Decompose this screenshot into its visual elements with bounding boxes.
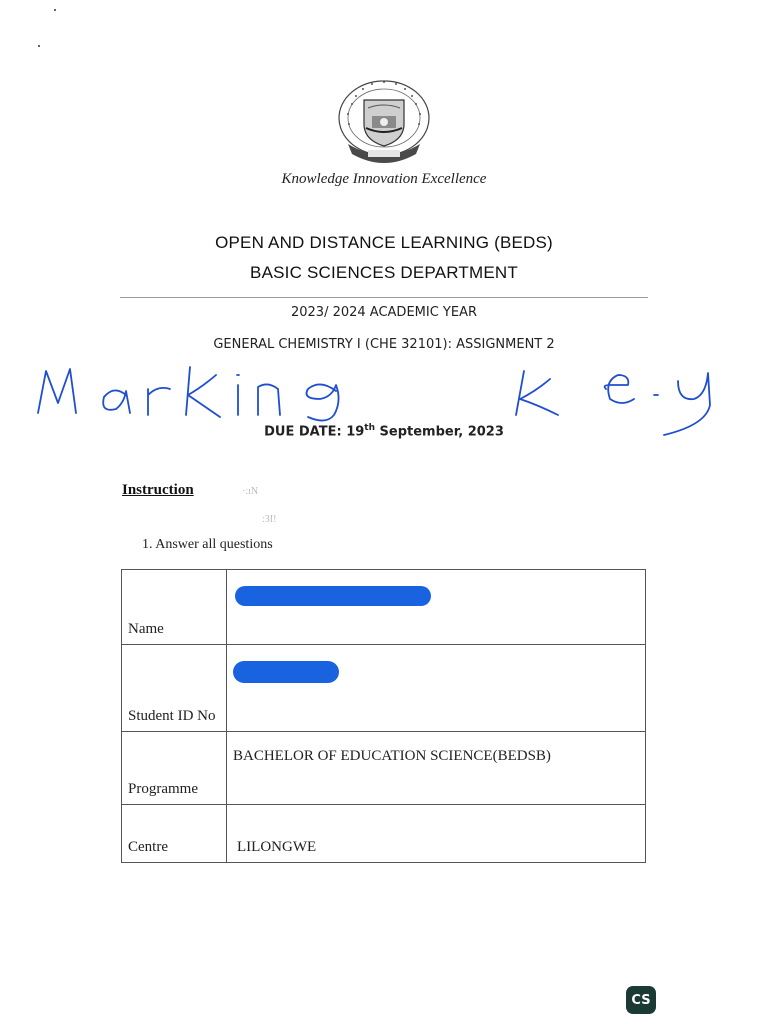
programme-heading: OPEN AND DISTANCE LEARNING (BEDS): [215, 233, 553, 252]
table-row: [122, 645, 646, 732]
name-value: [227, 570, 646, 645]
student-id-redaction: [233, 661, 339, 683]
scan-speck: [54, 9, 56, 11]
due-date: [0, 423, 768, 439]
name-redaction: [235, 586, 431, 606]
student-id-value: [227, 645, 646, 732]
university-motto: Knowledge Innovation Excellence: [281, 171, 487, 187]
table-row: [122, 732, 646, 805]
due-date-suffix: September, 2023: [375, 424, 504, 440]
department-heading: BASIC SCIENCES DEPARTMENT: [250, 263, 518, 282]
programme-label: Programme: [122, 732, 227, 805]
instruction-item: 1. Answer all questions: [142, 537, 273, 552]
bleed-through-mark: :ЗI!: [262, 514, 277, 525]
centre-label: Centre: [122, 805, 227, 863]
table-row: [122, 805, 646, 863]
camscanner-logo-icon: CS: [626, 986, 656, 1014]
course-title: GENERAL CHEMISTRY I (CHE 32101): ASSIGNMENT 2: [213, 337, 555, 352]
name-label: Name: [122, 570, 227, 645]
table-row: [122, 570, 646, 645]
scan-speck: [38, 45, 40, 47]
academic-year: 2023/ 2024 ACADEMIC YEAR: [290, 305, 477, 320]
instruction-title: Instruction: [122, 482, 194, 498]
due-date-ordinal: th: [364, 423, 376, 433]
student-id-label: Student ID No: [122, 645, 227, 732]
university-crest-icon: [332, 78, 436, 168]
header-divider: [120, 297, 648, 298]
due-date-prefix: DUE DATE: 19: [264, 424, 365, 440]
student-info-table: [121, 569, 646, 863]
bleed-through-mark: ·:ıN: [242, 486, 259, 497]
programme-value: BACHELOR OF EDUCATION SCIENCE(BEDSB): [227, 732, 646, 805]
centre-value: LILONGWE: [227, 805, 646, 863]
